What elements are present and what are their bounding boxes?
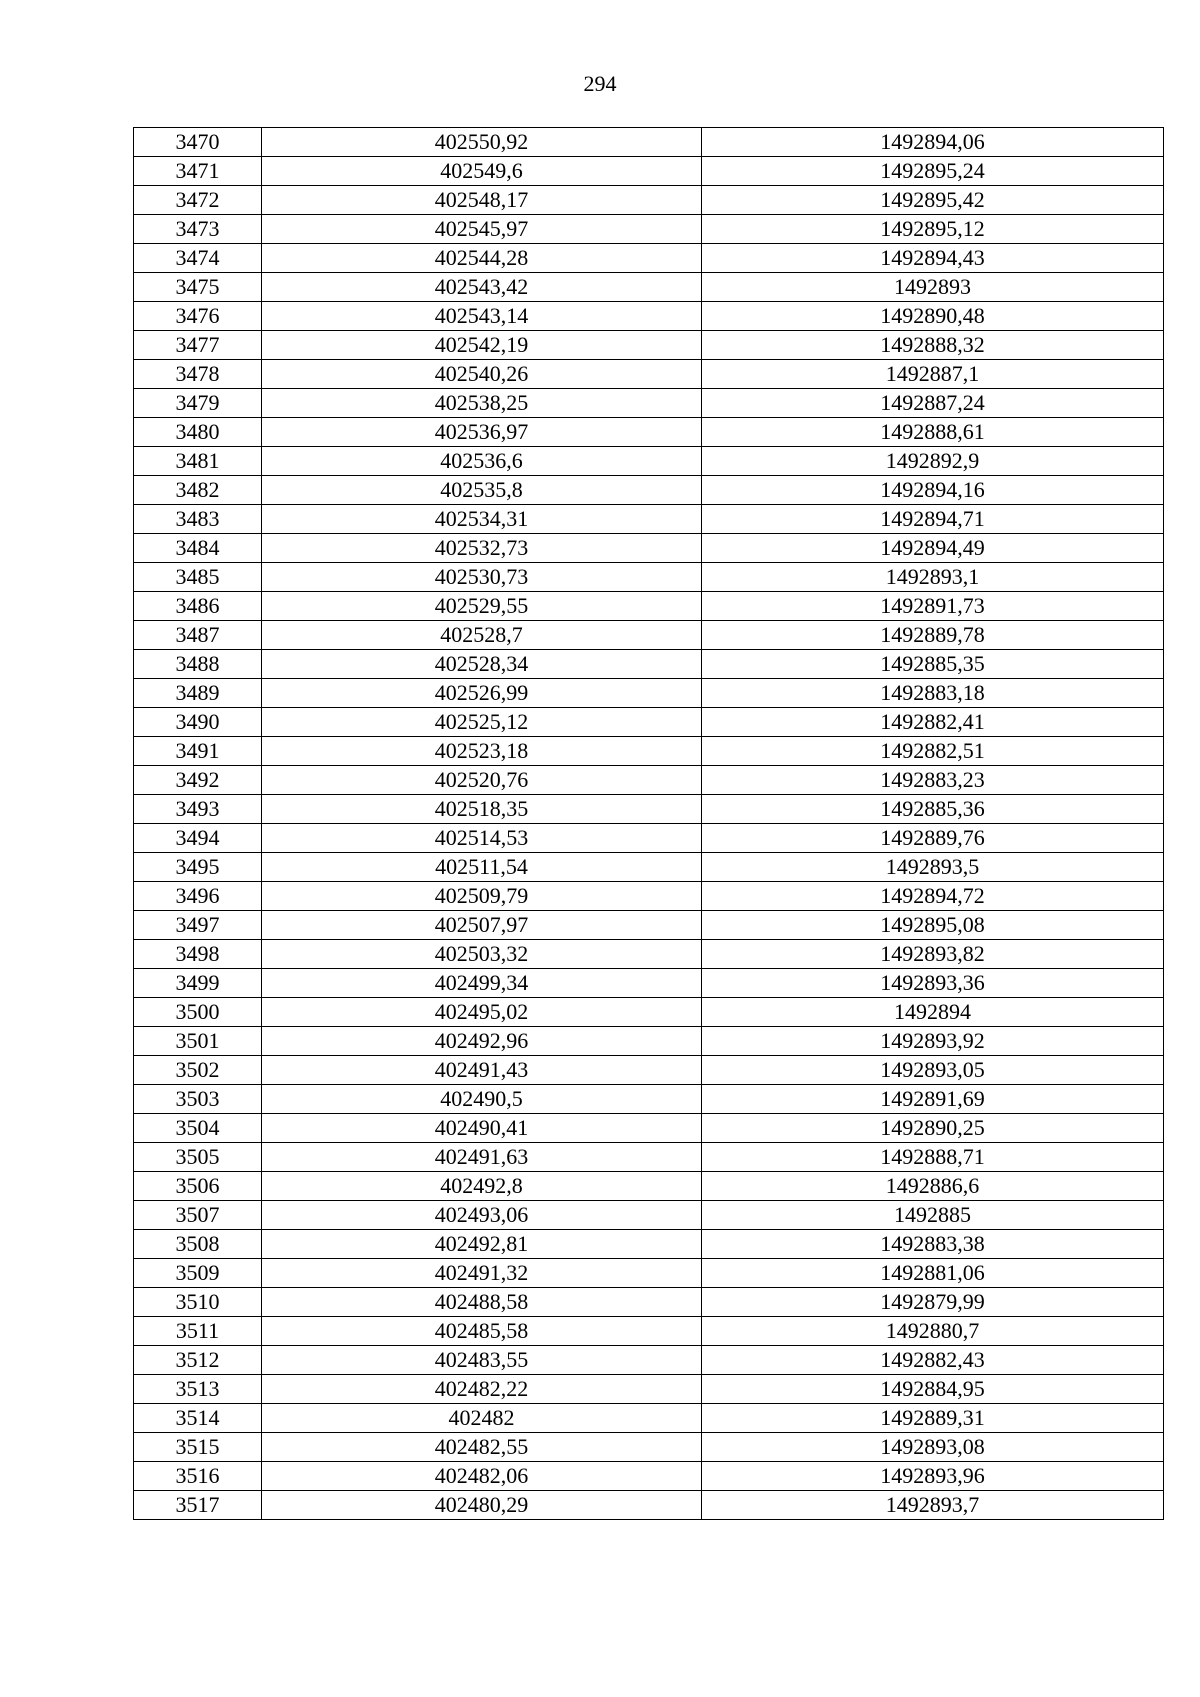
y-coordinate-cell: 1492894,16 xyxy=(702,476,1164,505)
y-coordinate-cell: 1492885 xyxy=(702,1201,1164,1230)
table-row xyxy=(134,186,1164,215)
point-number-cell: 3505 xyxy=(134,1143,262,1172)
table-row xyxy=(134,302,1164,331)
y-coordinate-cell: 1492893 xyxy=(702,273,1164,302)
table-row xyxy=(134,1491,1164,1520)
x-coordinate-cell: 402536,6 xyxy=(262,447,702,476)
y-coordinate-cell: 1492882,41 xyxy=(702,708,1164,737)
y-coordinate-cell: 1492895,08 xyxy=(702,911,1164,940)
table-row xyxy=(134,969,1164,998)
table-row xyxy=(134,1259,1164,1288)
point-number-cell: 3470 xyxy=(134,128,262,157)
point-number-cell: 3513 xyxy=(134,1375,262,1404)
table-row xyxy=(134,1433,1164,1462)
x-coordinate-cell: 402492,81 xyxy=(262,1230,702,1259)
y-coordinate-cell: 1492889,78 xyxy=(702,621,1164,650)
x-coordinate-cell: 402490,41 xyxy=(262,1114,702,1143)
table-row xyxy=(134,650,1164,679)
y-coordinate-cell: 1492895,42 xyxy=(702,186,1164,215)
x-coordinate-cell: 402485,58 xyxy=(262,1317,702,1346)
y-coordinate-cell: 1492893,82 xyxy=(702,940,1164,969)
table-row xyxy=(134,1346,1164,1375)
x-coordinate-cell: 402523,18 xyxy=(262,737,702,766)
point-number-cell: 3482 xyxy=(134,476,262,505)
y-coordinate-cell: 1492893,92 xyxy=(702,1027,1164,1056)
table-row xyxy=(134,824,1164,853)
point-number-cell: 3496 xyxy=(134,882,262,911)
table-row xyxy=(134,360,1164,389)
x-coordinate-cell: 402482,06 xyxy=(262,1462,702,1491)
point-number-cell: 3477 xyxy=(134,331,262,360)
table-row xyxy=(134,1172,1164,1201)
point-number-cell: 3480 xyxy=(134,418,262,447)
table-row xyxy=(134,389,1164,418)
x-coordinate-cell: 402488,58 xyxy=(262,1288,702,1317)
point-number-cell: 3493 xyxy=(134,795,262,824)
point-number-cell: 3506 xyxy=(134,1172,262,1201)
table-row xyxy=(134,1114,1164,1143)
table-row xyxy=(134,128,1164,157)
table-row xyxy=(134,244,1164,273)
y-coordinate-cell: 1492890,25 xyxy=(702,1114,1164,1143)
table-row xyxy=(134,418,1164,447)
point-number-cell: 3509 xyxy=(134,1259,262,1288)
y-coordinate-cell: 1492881,06 xyxy=(702,1259,1164,1288)
point-number-cell: 3491 xyxy=(134,737,262,766)
y-coordinate-cell: 1492883,18 xyxy=(702,679,1164,708)
point-number-cell: 3517 xyxy=(134,1491,262,1520)
y-coordinate-cell: 1492879,99 xyxy=(702,1288,1164,1317)
y-coordinate-cell: 1492893,7 xyxy=(702,1491,1164,1520)
x-coordinate-cell: 402540,26 xyxy=(262,360,702,389)
table-row xyxy=(134,1375,1164,1404)
point-number-cell: 3476 xyxy=(134,302,262,331)
table-row xyxy=(134,882,1164,911)
y-coordinate-cell: 1492893,08 xyxy=(702,1433,1164,1462)
x-coordinate-cell: 402482 xyxy=(262,1404,702,1433)
x-coordinate-cell: 402507,97 xyxy=(262,911,702,940)
point-number-cell: 3510 xyxy=(134,1288,262,1317)
y-coordinate-cell: 1492895,24 xyxy=(702,157,1164,186)
x-coordinate-cell: 402490,5 xyxy=(262,1085,702,1114)
coordinates-table-body xyxy=(134,128,1164,1520)
point-number-cell: 3484 xyxy=(134,534,262,563)
y-coordinate-cell: 1492891,73 xyxy=(702,592,1164,621)
y-coordinate-cell: 1492894,72 xyxy=(702,882,1164,911)
x-coordinate-cell: 402549,6 xyxy=(262,157,702,186)
point-number-cell: 3486 xyxy=(134,592,262,621)
point-number-cell: 3472 xyxy=(134,186,262,215)
y-coordinate-cell: 1492884,95 xyxy=(702,1375,1164,1404)
table-row xyxy=(134,215,1164,244)
point-number-cell: 3471 xyxy=(134,157,262,186)
point-number-cell: 3516 xyxy=(134,1462,262,1491)
y-coordinate-cell: 1492893,1 xyxy=(702,563,1164,592)
table-row xyxy=(134,534,1164,563)
x-coordinate-cell: 402542,19 xyxy=(262,331,702,360)
point-number-cell: 3490 xyxy=(134,708,262,737)
x-coordinate-cell: 402543,42 xyxy=(262,273,702,302)
y-coordinate-cell: 1492893,5 xyxy=(702,853,1164,882)
point-number-cell: 3512 xyxy=(134,1346,262,1375)
y-coordinate-cell: 1492885,36 xyxy=(702,795,1164,824)
y-coordinate-cell: 1492886,6 xyxy=(702,1172,1164,1201)
y-coordinate-cell: 1492888,61 xyxy=(702,418,1164,447)
table-row xyxy=(134,766,1164,795)
table-row xyxy=(134,708,1164,737)
x-coordinate-cell: 402550,92 xyxy=(262,128,702,157)
y-coordinate-cell: 1492892,9 xyxy=(702,447,1164,476)
point-number-cell: 3489 xyxy=(134,679,262,708)
x-coordinate-cell: 402503,32 xyxy=(262,940,702,969)
point-number-cell: 3473 xyxy=(134,215,262,244)
table-row xyxy=(134,1230,1164,1259)
x-coordinate-cell: 402492,8 xyxy=(262,1172,702,1201)
y-coordinate-cell: 1492887,24 xyxy=(702,389,1164,418)
y-coordinate-cell: 1492894,71 xyxy=(702,505,1164,534)
table-row xyxy=(134,940,1164,969)
point-number-cell: 3497 xyxy=(134,911,262,940)
table-row xyxy=(134,273,1164,302)
point-number-cell: 3479 xyxy=(134,389,262,418)
table-row xyxy=(134,592,1164,621)
table-row xyxy=(134,157,1164,186)
x-coordinate-cell: 402529,55 xyxy=(262,592,702,621)
point-number-cell: 3474 xyxy=(134,244,262,273)
x-coordinate-cell: 402534,31 xyxy=(262,505,702,534)
x-coordinate-cell: 402491,43 xyxy=(262,1056,702,1085)
point-number-cell: 3481 xyxy=(134,447,262,476)
y-coordinate-cell: 1492894,49 xyxy=(702,534,1164,563)
table-row xyxy=(134,331,1164,360)
y-coordinate-cell: 1492890,48 xyxy=(702,302,1164,331)
x-coordinate-cell: 402518,35 xyxy=(262,795,702,824)
point-number-cell: 3502 xyxy=(134,1056,262,1085)
point-number-cell: 3478 xyxy=(134,360,262,389)
table-row xyxy=(134,795,1164,824)
x-coordinate-cell: 402499,34 xyxy=(262,969,702,998)
y-coordinate-cell: 1492885,35 xyxy=(702,650,1164,679)
table-row xyxy=(134,1056,1164,1085)
table-row xyxy=(134,447,1164,476)
table-row xyxy=(134,737,1164,766)
table-row xyxy=(134,1085,1164,1114)
point-number-cell: 3500 xyxy=(134,998,262,1027)
y-coordinate-cell: 1492893,05 xyxy=(702,1056,1164,1085)
coordinates-table xyxy=(133,127,1164,1520)
y-coordinate-cell: 1492889,31 xyxy=(702,1404,1164,1433)
point-number-cell: 3507 xyxy=(134,1201,262,1230)
x-coordinate-cell: 402483,55 xyxy=(262,1346,702,1375)
y-coordinate-cell: 1492880,7 xyxy=(702,1317,1164,1346)
point-number-cell: 3494 xyxy=(134,824,262,853)
table-row xyxy=(134,853,1164,882)
x-coordinate-cell: 402482,22 xyxy=(262,1375,702,1404)
x-coordinate-cell: 402520,76 xyxy=(262,766,702,795)
x-coordinate-cell: 402493,06 xyxy=(262,1201,702,1230)
y-coordinate-cell: 1492891,69 xyxy=(702,1085,1164,1114)
point-number-cell: 3514 xyxy=(134,1404,262,1433)
table-row xyxy=(134,505,1164,534)
table-row xyxy=(134,1317,1164,1346)
y-coordinate-cell: 1492893,96 xyxy=(702,1462,1164,1491)
y-coordinate-cell: 1492888,71 xyxy=(702,1143,1164,1172)
table-row xyxy=(134,1027,1164,1056)
x-coordinate-cell: 402509,79 xyxy=(262,882,702,911)
y-coordinate-cell: 1492894,06 xyxy=(702,128,1164,157)
point-number-cell: 3504 xyxy=(134,1114,262,1143)
y-coordinate-cell: 1492894,43 xyxy=(702,244,1164,273)
point-number-cell: 3487 xyxy=(134,621,262,650)
x-coordinate-cell: 402514,53 xyxy=(262,824,702,853)
x-coordinate-cell: 402525,12 xyxy=(262,708,702,737)
x-coordinate-cell: 402491,63 xyxy=(262,1143,702,1172)
table-row xyxy=(134,1462,1164,1491)
x-coordinate-cell: 402536,97 xyxy=(262,418,702,447)
x-coordinate-cell: 402544,28 xyxy=(262,244,702,273)
table-row xyxy=(134,679,1164,708)
page-number: 294 xyxy=(583,71,617,96)
y-coordinate-cell: 1492883,23 xyxy=(702,766,1164,795)
point-number-cell: 3485 xyxy=(134,563,262,592)
x-coordinate-cell: 402526,99 xyxy=(262,679,702,708)
x-coordinate-cell: 402511,54 xyxy=(262,853,702,882)
x-coordinate-cell: 402528,34 xyxy=(262,650,702,679)
y-coordinate-cell: 1492893,36 xyxy=(702,969,1164,998)
y-coordinate-cell: 1492894 xyxy=(702,998,1164,1027)
point-number-cell: 3483 xyxy=(134,505,262,534)
table-row xyxy=(134,621,1164,650)
y-coordinate-cell: 1492883,38 xyxy=(702,1230,1164,1259)
point-number-cell: 3511 xyxy=(134,1317,262,1346)
table-row xyxy=(134,1404,1164,1433)
x-coordinate-cell: 402535,8 xyxy=(262,476,702,505)
point-number-cell: 3492 xyxy=(134,766,262,795)
x-coordinate-cell: 402545,97 xyxy=(262,215,702,244)
point-number-cell: 3503 xyxy=(134,1085,262,1114)
x-coordinate-cell: 402532,73 xyxy=(262,534,702,563)
x-coordinate-cell: 402538,25 xyxy=(262,389,702,418)
y-coordinate-cell: 1492887,1 xyxy=(702,360,1164,389)
point-number-cell: 3515 xyxy=(134,1433,262,1462)
point-number-cell: 3488 xyxy=(134,650,262,679)
x-coordinate-cell: 402495,02 xyxy=(262,998,702,1027)
table-row xyxy=(134,998,1164,1027)
table-row xyxy=(134,911,1164,940)
x-coordinate-cell: 402480,29 xyxy=(262,1491,702,1520)
table-row xyxy=(134,1288,1164,1317)
point-number-cell: 3495 xyxy=(134,853,262,882)
x-coordinate-cell: 402543,14 xyxy=(262,302,702,331)
y-coordinate-cell: 1492882,51 xyxy=(702,737,1164,766)
x-coordinate-cell: 402491,32 xyxy=(262,1259,702,1288)
y-coordinate-cell: 1492889,76 xyxy=(702,824,1164,853)
point-number-cell: 3508 xyxy=(134,1230,262,1259)
table-row xyxy=(134,563,1164,592)
x-coordinate-cell: 402482,55 xyxy=(262,1433,702,1462)
point-number-cell: 3501 xyxy=(134,1027,262,1056)
point-number-cell: 3475 xyxy=(134,273,262,302)
table-row xyxy=(134,1201,1164,1230)
point-number-cell: 3499 xyxy=(134,969,262,998)
table-row xyxy=(134,1143,1164,1172)
point-number-cell: 3498 xyxy=(134,940,262,969)
y-coordinate-cell: 1492888,32 xyxy=(702,331,1164,360)
y-coordinate-cell: 1492882,43 xyxy=(702,1346,1164,1375)
x-coordinate-cell: 402492,96 xyxy=(262,1027,702,1056)
y-coordinate-cell: 1492895,12 xyxy=(702,215,1164,244)
x-coordinate-cell: 402548,17 xyxy=(262,186,702,215)
table-row xyxy=(134,476,1164,505)
x-coordinate-cell: 402530,73 xyxy=(262,563,702,592)
x-coordinate-cell: 402528,7 xyxy=(262,621,702,650)
